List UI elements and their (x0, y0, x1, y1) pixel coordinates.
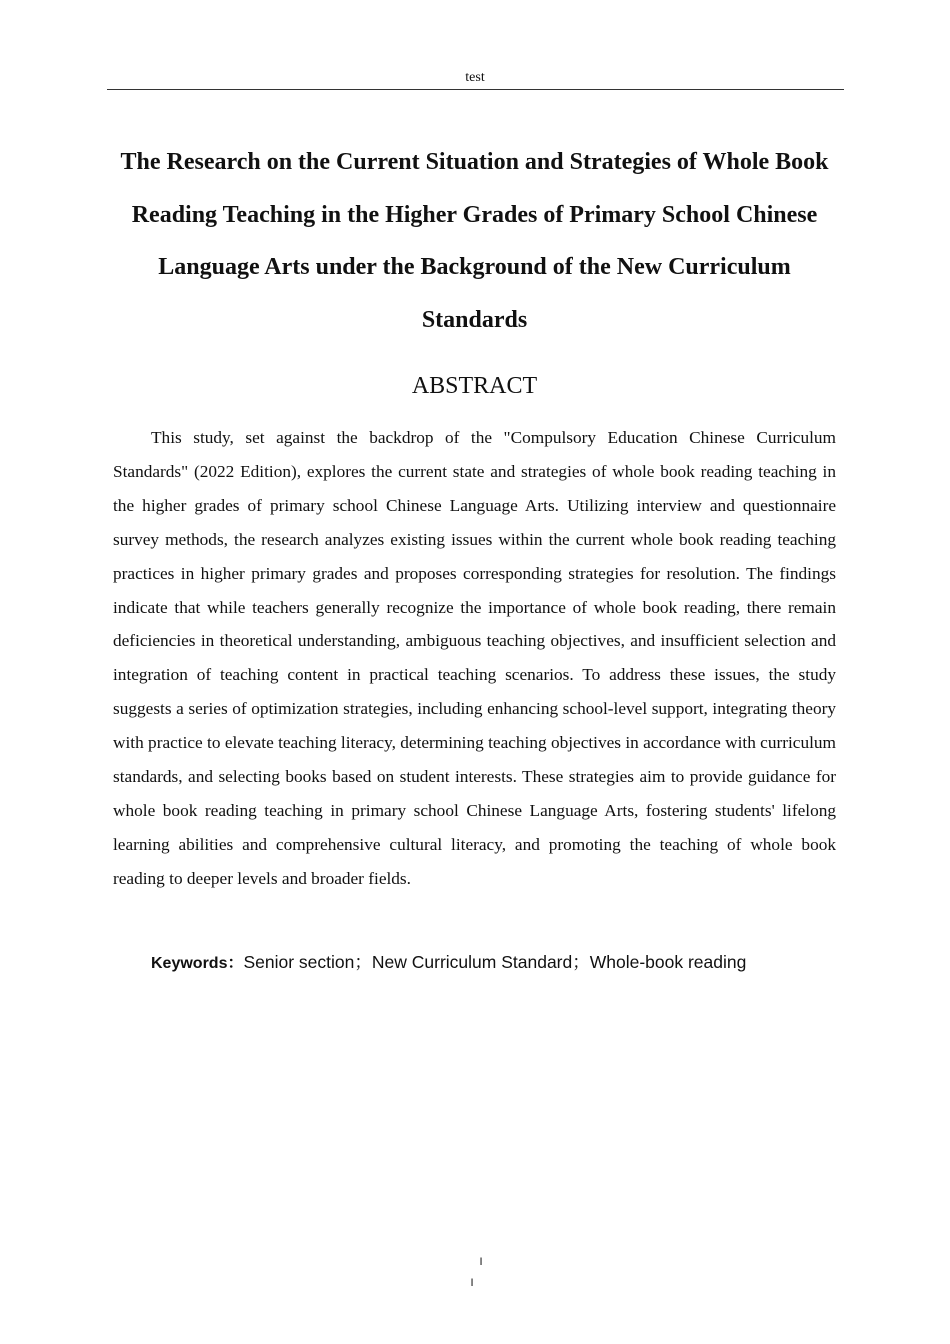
page-number-upper: I (479, 1256, 483, 1268)
header-rule (107, 89, 844, 90)
page-number-lower: I (470, 1277, 474, 1289)
abstract-heading: ABSTRACT (411, 373, 538, 399)
running-head: test (465, 70, 485, 85)
paper-title: The Research on the Current Situation and Strategies of Whole Book Reading Teaching in the Higher Grades of Primary School Chinese Language Arts under the Background of the New Curriculum Standards (120, 149, 829, 333)
abstract-body: This study, set against the backdrop of the "Compulsory Education Chinese Curriculum Standards" (2022 Edition), explores the current state and strategies of whole book reading teaching in the higher grades of primary school Chinese Language Arts. Utilizing interview and questionnaire survey methods, the research analyzes existing issues within the current whole book reading teaching practices in higher primary grades and proposes corresponding strategies for resolution. The findings indicate that while teachers generally recognize the importance of whole book reading, there remain deficiencies in theoretical understanding, ambiguous teaching objectives, and insufficient selection and integration of teaching content in practical teaching scenarios. To address these issues, the study suggests a series of optimization strategies, including enhancing school-level support, integrating theory with practice to elevate teaching literacy, determining teaching objectives in accordance with curriculum standards, and selecting books based on student interests. These strategies aim to provide guidance for whole book reading teaching in primary school Chinese Language Arts, fostering students' lifelong learning abilities and comprehensive cultural literacy, and promoting the teaching of whole book reading to deeper levels and broader fields. (113, 428, 836, 888)
keywords-line (151, 950, 851, 976)
keywords-value: Senior section；New Curriculum Standard；Whole-book reading (243, 952, 747, 972)
keywords-label: Keywords： (151, 955, 244, 972)
